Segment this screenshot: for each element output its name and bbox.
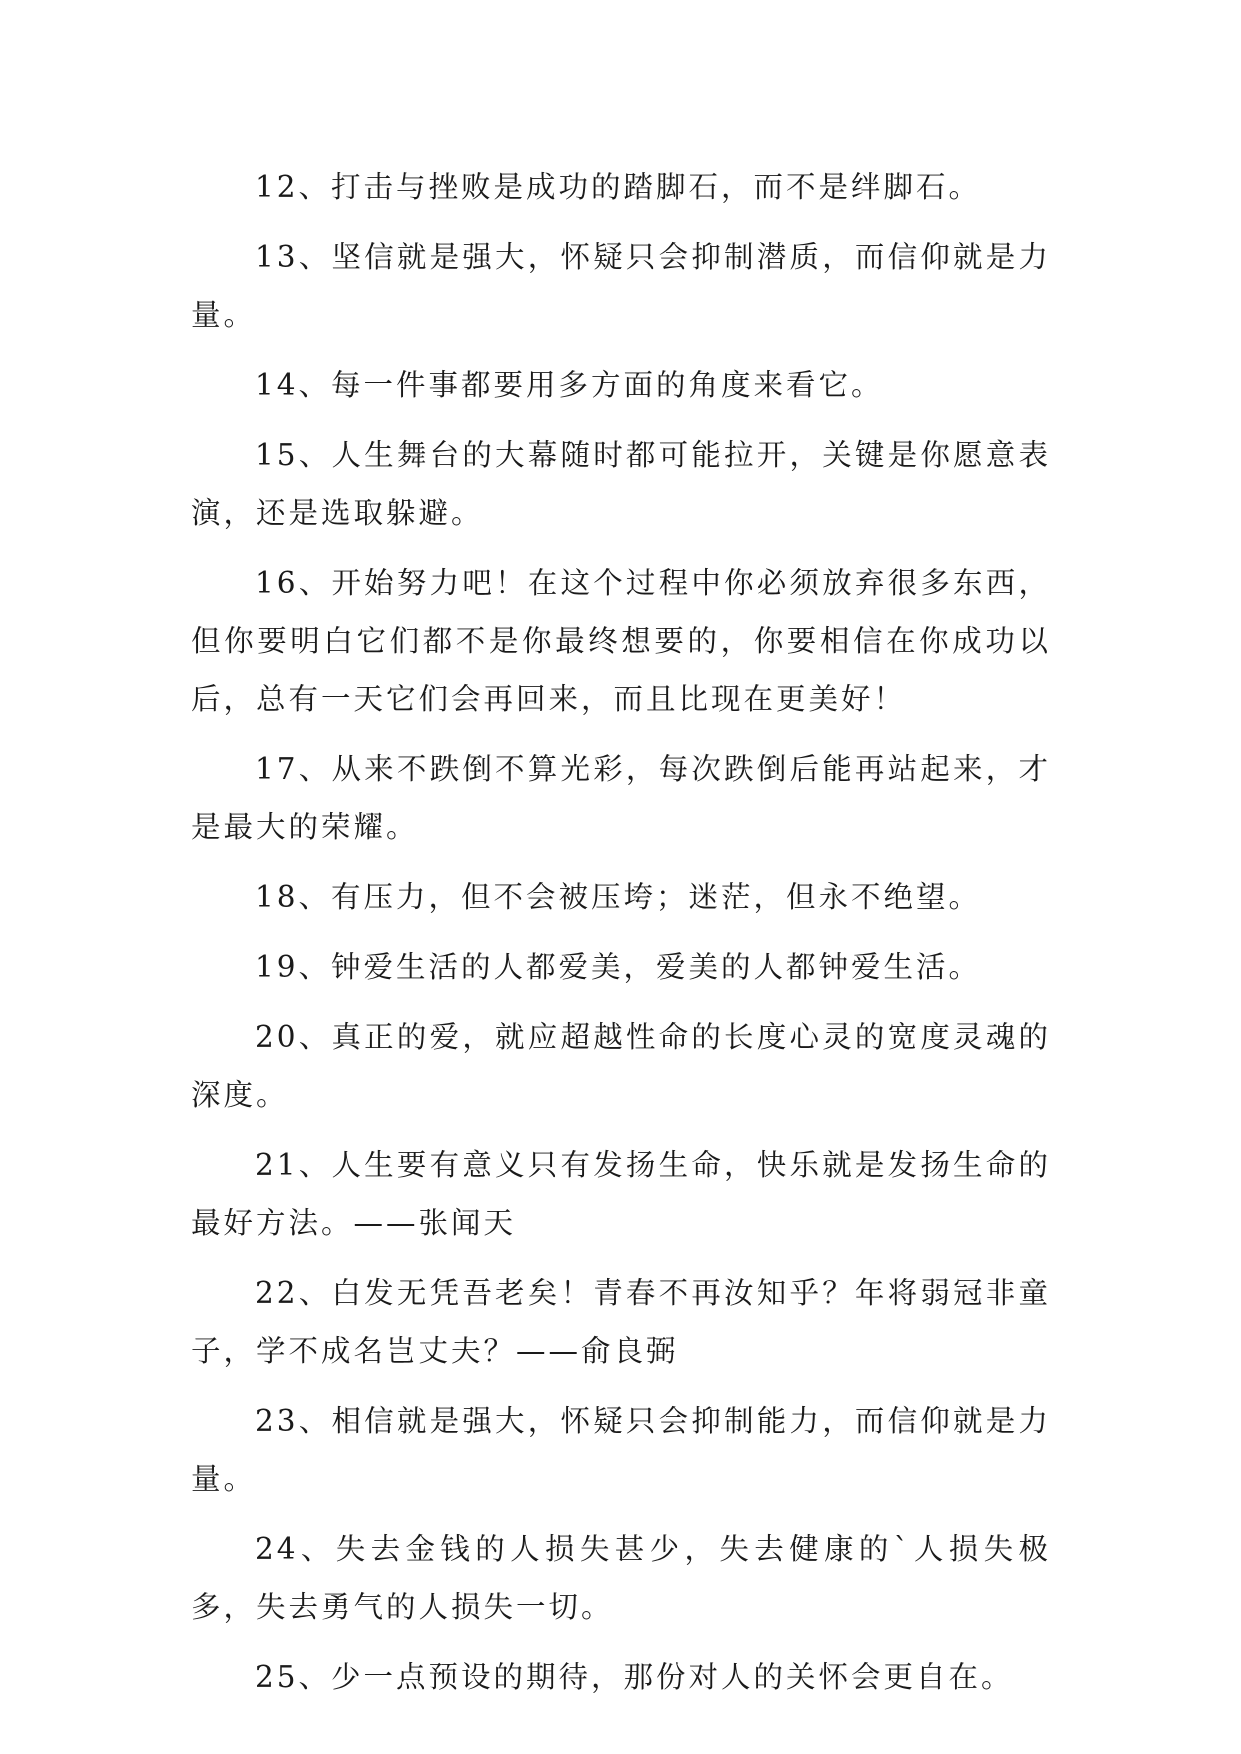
paragraph-12: 12、打击与挫败是成功的踏脚石，而不是绊脚石。 (255, 170, 982, 204)
paragraph-19: 19、钟爱生活的人都爱美，爱美的人都钟爱生活。 (255, 950, 982, 984)
paragraph-21: 21、人生要有意义只有发扬生命，快乐就是发扬生命的最好方法。——张闻天 (191, 1148, 1051, 1240)
paragraph-14: 14、每一件事都要用多方面的角度来看它。 (255, 368, 884, 402)
paragraph-17: 17、从来不跌倒不算光彩，每次跌倒后能再站起来，才是最大的荣耀。 (191, 752, 1051, 844)
paragraph-22: 22、白发无凭吾老矣！青春不再汝知乎？年将弱冠非童子，学不成名岂丈夫？——俞良弼 (191, 1276, 1051, 1368)
paragraph-25: 25、少一点预设的期待，那份对人的关怀会更自在。 (255, 1660, 1014, 1694)
paragraph-16: 16、开始努力吧！在这个过程中你必须放弃很多东西，但你要明白它们都不是你最终想要的，你要相信在你成功以后，总有一天它们会再回来，而且比现在更美好！ (191, 566, 1051, 716)
paragraph-18: 18、有压力，但不会被压垮；迷茫，但永不绝望。 (255, 880, 982, 914)
paragraph-23: 23、相信就是强大，怀疑只会抑制能力，而信仰就是力量。 (191, 1404, 1051, 1496)
paragraph-24: 24、失去金钱的人损失甚少，失去健康的`人损失极多，失去勇气的人损失一切。 (191, 1532, 1051, 1624)
document-body (191, 158, 1051, 1718)
paragraph-20: 20、真正的爱，就应超越性命的长度心灵的宽度灵魂的深度。 (191, 1020, 1051, 1112)
paragraph-15: 15、人生舞台的大幕随时都可能拉开，关键是你愿意表演，还是选取躲避。 (191, 438, 1051, 530)
paragraph-13: 13、坚信就是强大，怀疑只会抑制潜质，而信仰就是力量。 (191, 240, 1051, 332)
